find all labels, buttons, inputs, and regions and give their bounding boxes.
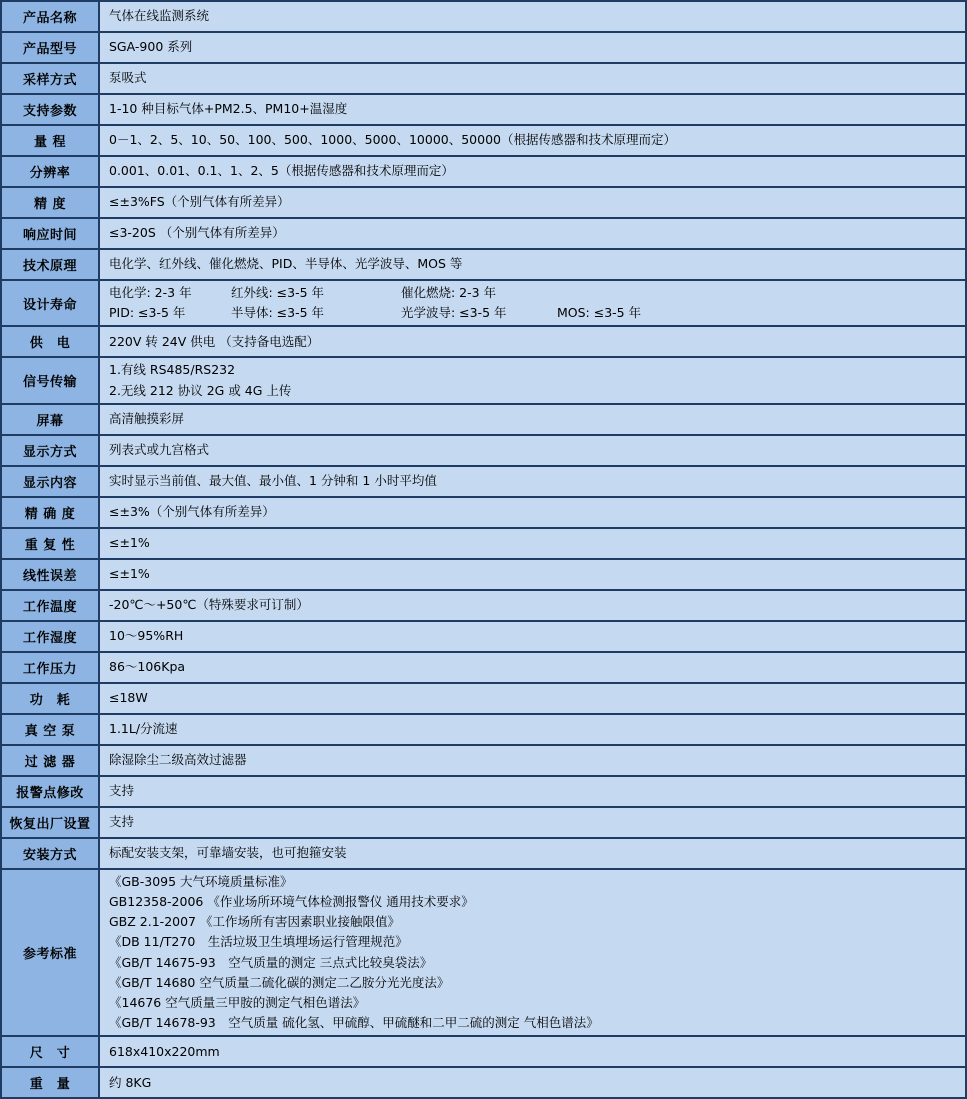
spec-value-segment: 半导体: ≤3-5 年 xyxy=(231,305,325,321)
spec-value xyxy=(99,32,966,63)
table-row xyxy=(1,125,966,156)
spec-value-line: 《14676 空气质量三甲胺的测定气相色谱法》 xyxy=(109,995,366,1011)
table-row xyxy=(1,404,966,435)
spec-label: 显示方式 xyxy=(1,435,99,466)
table-row xyxy=(1,280,966,326)
table-row xyxy=(1,156,966,187)
spec-value xyxy=(99,156,966,187)
spec-value-line: GB12358-2006 《作业场所环境气体检测报警仪 通用技术要求》 xyxy=(109,894,474,910)
spec-value xyxy=(99,249,966,280)
spec-value-line: 支持 xyxy=(109,783,135,799)
spec-value-line: 泵吸式 xyxy=(109,70,147,86)
spec-value xyxy=(99,280,966,326)
spec-label: 线性误差 xyxy=(1,559,99,590)
spec-label: 显示内容 xyxy=(1,466,99,497)
spec-value-line: 气体在线监测系统 xyxy=(109,8,210,24)
table-row xyxy=(1,63,966,94)
spec-label: 支持参数 xyxy=(1,94,99,125)
table-row xyxy=(1,249,966,280)
spec-value-line: 列表式或九宫格式 xyxy=(109,442,210,458)
spec-value-segment: 电化学: 2-3 年 xyxy=(109,285,192,300)
spec-value xyxy=(99,590,966,621)
spec-value xyxy=(99,1067,966,1098)
table-row xyxy=(1,776,966,807)
spec-value-segment: 光学波导: ≤3-5 年 xyxy=(401,305,507,321)
spec-value xyxy=(99,187,966,218)
spec-label: 供 电 xyxy=(1,326,99,357)
spec-value-segment: MOS: ≤3-5 年 xyxy=(557,305,642,321)
spec-value-line: 618x410x220mm xyxy=(109,1043,220,1059)
spec-label: 报警点修改 xyxy=(1,776,99,807)
table-row xyxy=(1,652,966,683)
spec-value-line: 2.无线 212 协议 2G 或 4G 上传 xyxy=(109,382,292,398)
spec-label: 安装方式 xyxy=(1,838,99,869)
table-row xyxy=(1,94,966,125)
spec-value xyxy=(99,652,966,683)
spec-label: 过 滤 器 xyxy=(1,745,99,776)
table-row xyxy=(1,218,966,249)
spec-value-line: 《GB/T 14675-93 空气质量的测定 三点式比较臭袋法》 xyxy=(109,954,433,970)
spec-value-line: 《GB-3095 大气环境质量标准》 xyxy=(109,873,293,889)
spec-value-line: ≤3-20S （个别气体有所差异） xyxy=(109,225,285,241)
spec-label: 工作湿度 xyxy=(1,621,99,652)
spec-value-line: 除湿除尘二级高效过滤器 xyxy=(109,752,247,768)
table-row xyxy=(1,807,966,838)
spec-value xyxy=(99,125,966,156)
spec-label: 真 空 泵 xyxy=(1,714,99,745)
spec-value xyxy=(99,621,966,652)
spec-value-line: 《DB 11/T270 生活垃圾卫生填埋场运行管理规范》 xyxy=(109,934,408,950)
spec-value xyxy=(99,1036,966,1067)
table-row xyxy=(1,838,966,869)
table-row xyxy=(1,621,966,652)
spec-label: 采样方式 xyxy=(1,63,99,94)
spec-value-line: ≤±3%（个别气体有所差异） xyxy=(109,504,275,520)
spec-value-line: ≤±1% xyxy=(109,566,150,582)
spec-value-line: -20℃～+50℃（特殊要求可订制） xyxy=(109,597,309,613)
spec-label: 参考标准 xyxy=(1,869,99,1037)
spec-label: 恢复出厂设置 xyxy=(1,807,99,838)
spec-value-line: 实时显示当前值、最大值、最小值、1 分钟和 1 小时平均值 xyxy=(109,473,437,489)
spec-label: 量 程 xyxy=(1,125,99,156)
spec-label: 重 量 xyxy=(1,1067,99,1098)
spec-label: 分辨率 xyxy=(1,156,99,187)
table-row xyxy=(1,559,966,590)
spec-value xyxy=(99,714,966,745)
table-row xyxy=(1,714,966,745)
spec-value-line: 支持 xyxy=(109,814,135,830)
spec-value-line: ≤±3%FS（个别气体有所差异） xyxy=(109,194,290,210)
table-row xyxy=(1,1067,966,1098)
spec-value xyxy=(99,745,966,776)
spec-label: 重 复 性 xyxy=(1,528,99,559)
table-row xyxy=(1,435,966,466)
spec-value-line: GBZ 2.1-2007 《工作场所有害因素职业接触限值》 xyxy=(109,914,400,930)
spec-label: 工作压力 xyxy=(1,652,99,683)
table-row xyxy=(1,1,966,32)
spec-value-line: 86～106Kpa xyxy=(109,659,186,675)
spec-label: 精 度 xyxy=(1,187,99,218)
spec-value xyxy=(99,838,966,869)
spec-value-line: 0－1、2、5、10、50、100、500、1000、5000、10000、50000（根据传感器和技术原理而定） xyxy=(109,132,676,148)
spec-value-line: 1.有线 RS485/RS232 xyxy=(109,362,236,378)
spec-label: 产品型号 xyxy=(1,32,99,63)
spec-label: 工作温度 xyxy=(1,590,99,621)
table-row xyxy=(1,497,966,528)
table-row xyxy=(1,528,966,559)
spec-value-line: 《GB/T 14680 空气质量二硫化碳的测定二乙胺分光光度法》 xyxy=(109,974,450,990)
spec-value xyxy=(99,466,966,497)
spec-value xyxy=(99,497,966,528)
spec-value xyxy=(99,869,966,1037)
spec-table-body xyxy=(1,1,966,1098)
spec-value-line: ≤18W xyxy=(109,690,148,706)
spec-value-line: 《GB/T 14678-93 空气质量 硫化氢、甲硫醇、甲硫醚和二甲二硫的测定 气相色谱法》 xyxy=(109,1015,599,1031)
table-row xyxy=(1,869,966,1037)
table-row xyxy=(1,1036,966,1067)
spec-value xyxy=(99,63,966,94)
spec-value xyxy=(99,357,966,403)
table-row xyxy=(1,326,966,357)
spec-label: 精 确 度 xyxy=(1,497,99,528)
spec-label: 信号传输 xyxy=(1,357,99,403)
spec-value-line: SGA-900 系列 xyxy=(109,39,193,55)
spec-value-line: ≤±1% xyxy=(109,535,150,551)
table-row xyxy=(1,187,966,218)
spec-value xyxy=(99,683,966,714)
spec-label: 响应时间 xyxy=(1,218,99,249)
spec-value-segment: 催化燃烧: 2-3 年 xyxy=(401,285,497,300)
spec-value-segment: PID: ≤3-5 年 xyxy=(109,305,186,321)
spec-value-line: 约 8KG xyxy=(109,1074,152,1090)
table-row xyxy=(1,32,966,63)
spec-value-line: 1.1L/分流速 xyxy=(109,721,178,737)
spec-value xyxy=(99,1,966,32)
spec-value xyxy=(99,326,966,357)
spec-value-line xyxy=(109,303,961,323)
spec-value-line xyxy=(109,283,961,303)
spec-value xyxy=(99,94,966,125)
table-row xyxy=(1,357,966,403)
spec-value-line: 标配安装支架，可靠墙安装，也可抱箍安装 xyxy=(109,845,347,861)
spec-label: 技术原理 xyxy=(1,249,99,280)
spec-label: 设计寿命 xyxy=(1,280,99,326)
spec-value xyxy=(99,404,966,435)
spec-value-line: 0.001、0.01、0.1、1、2、5（根据传感器和技术原理而定） xyxy=(109,163,454,179)
spec-value-line: 电化学、红外线、催化燃烧、PID、半导体、光学波导、MOS 等 xyxy=(109,256,463,272)
spec-value xyxy=(99,528,966,559)
spec-label: 产品名称 xyxy=(1,1,99,32)
spec-value-line: 高清触摸彩屏 xyxy=(109,411,185,427)
spec-value xyxy=(99,807,966,838)
table-row xyxy=(1,590,966,621)
spec-value-line: 1-10 种目标气体+PM2.5、PM10+温湿度 xyxy=(109,101,348,117)
spec-value-line: 10～95%RH xyxy=(109,628,184,644)
spec-value xyxy=(99,776,966,807)
spec-value-line: 220V 转 24V 供电 （支持备电选配） xyxy=(109,333,320,349)
spec-label: 屏幕 xyxy=(1,404,99,435)
spec-value xyxy=(99,559,966,590)
table-row xyxy=(1,683,966,714)
spec-label: 功 耗 xyxy=(1,683,99,714)
table-row xyxy=(1,466,966,497)
spec-value xyxy=(99,435,966,466)
spec-label: 尺 寸 xyxy=(1,1036,99,1067)
table-row xyxy=(1,745,966,776)
spec-value-segment: 红外线: ≤3-5 年 xyxy=(231,285,325,300)
spec-value xyxy=(99,218,966,249)
